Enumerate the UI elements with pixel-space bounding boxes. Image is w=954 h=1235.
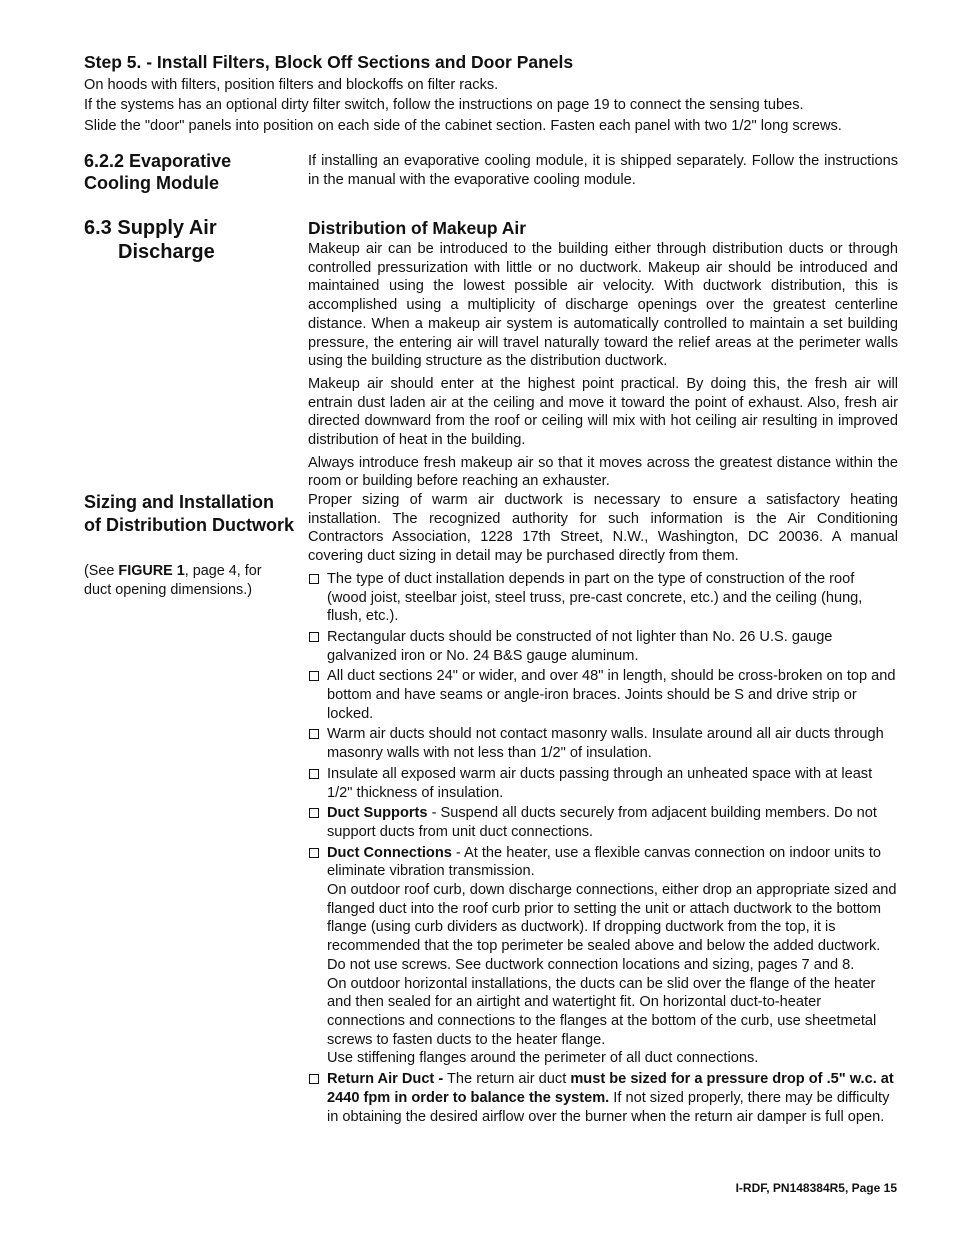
step5-section [84, 52, 904, 136]
page-footer: I-RDF, PN148384R5, Page 15 [735, 1181, 897, 1195]
step5-line-3: Slide the "door" panels into position on each side of the cabinet section. Fasten each panel with two 1/2" long screws. [84, 117, 842, 134]
list-item: Duct Connections - At the heater, use a flexible canvas connection on indoor units to eliminate vibration transmission. On outdoor roof curb, down discharge connections, either drop an appropriate sized and flanged duct into the roof curb prior to setting the unit or attach ductwork to the bottom flange (using curb dividers as ductwork). If dropping ductwork from the top, it is recommended that the top perimeter be sealed above and below the added ductwork. Do not use screws. See ductwork connection locations and sizing, pages 7 and 8. On outdoor horizontal installations, the ducts can be slid over the flange of the heater and then sealed for an airtight and watertight fit. On horizontal duct-to-heater connections and connections to the flanges at the bottom of the curb, use sheetmetal screws to fasten ducts to the heater flange. Use stiffening flanges around the perimeter of all duct connections. [308, 844, 898, 1068]
heading-63-line1: 6.3 Supply Air [84, 217, 217, 239]
sizing-intro: Proper sizing of warm air ductwork is necessary to ensure a satisfactory heating installation. The recognized authority for such information is the Air Conditioning Contractors Association, 1228 17th Street, N.W., Washington, DC 20036. A manual covering duct sizing in detail may be purchased directly from them. [308, 492, 898, 565]
checkbox-icon [309, 671, 319, 681]
note-suffix: , page 4, for duct opening dimensions.) [84, 563, 262, 598]
heading-63 [84, 216, 284, 264]
checkbox-icon [309, 574, 319, 584]
checkbox-icon [309, 632, 319, 642]
step5-title: Step 5. - Install Filters, Block Off Sections and Door Panels [84, 52, 574, 72]
list-item: Insulate all exposed warm air ducts passing through an unheated space with at least 1/2" thickness of insulation. [308, 765, 898, 802]
step5-line-1: On hoods with filters, position filters and blockoffs on filter racks. [84, 77, 499, 93]
distribution-section [308, 218, 898, 495]
evaporative-text: If installing an evaporative cooling module, it is shipped separately. Follow the instructions in the manual with the evaporative cooling module. [308, 153, 898, 188]
checkbox-icon [309, 769, 319, 779]
checklist [308, 570, 898, 1126]
list-item: Rectangular ducts should be constructed of not lighter than No. 26 U.S. gauge galvanized iron or No. 24 B&S gauge aluminum. [308, 628, 898, 665]
distribution-paragraph: Always introduce fresh makeup air so that it moves across the greatest distance within the room or building before reaching an exhauster. [308, 454, 898, 490]
note-prefix: (See [84, 563, 119, 579]
list-item: Warm air ducts should not contact masonry walls. Insulate around all air ducts through masonry walls with not less than 1/2" of insulation. [308, 725, 898, 762]
list-item: Duct Supports - Suspend all ducts securely from adjacent building members. Do not support ducts from unit duct connections. [308, 804, 898, 841]
checkbox-icon [309, 729, 319, 739]
heading-622: 6.2.2 Evaporative Cooling Module [84, 151, 232, 193]
figure-note [84, 562, 289, 599]
checkbox-icon [309, 1074, 319, 1084]
sizing-section [308, 491, 898, 1128]
checkbox-icon [309, 848, 319, 858]
figure-reference: FIGURE 1 [118, 563, 185, 579]
checkbox-icon [309, 808, 319, 818]
heading-63-line2: Discharge [118, 241, 215, 263]
list-item: All duct sections 24" or wider, and over 48" in length, should be cross-broken on top and bottom and have seams or angle-iron braces. Joints should be S and drive strip or locked. [308, 667, 898, 723]
list-item: Return Air Duct - The return air duct must be sized for a pressure drop of .5" w.c. at 2440 fpm in order to balance the system. If not sized properly, there may be difficulty in obtaining the desired airflow over the burner when the return air damper is full open. [308, 1070, 898, 1126]
distribution-paragraph: Makeup air should enter at the highest point practical. By doing this, the fresh air will entrain dust laden air at the ceiling and move it toward the point of exhaust. Also, fresh air directed downward from the roof or ceiling will mix with hot ceiling air resulting in improved distribution of heat in the building. [308, 375, 898, 449]
distribution-paragraph: Makeup air can be introduced to the building either through distribution ducts or through controlled pressurization with little or no ductwork. Makeup air should be introduced and maintained using the lowest possible air velocity. With ductwork distribution, this is accomplished using a multiplicity of discharge openings over the greatest centerline distance. When a makeup air system is automatically controlled to maintain a set building pressure, the entering air will travel naturally toward the relief areas at the perimeter walls using the building structure as the distribution ductwork. [308, 241, 898, 370]
distribution-heading: Distribution of Makeup Air [308, 218, 527, 238]
sizing-heading: Sizing and Installation of Distribution Ductwork [84, 492, 294, 535]
step5-line-2: If the systems has an optional dirty filter switch, follow the instructions on page 19 to connect the sensing tubes. [84, 97, 804, 114]
list-item: The type of duct installation depends in part on the type of construction of the roof (wood joist, steelbar joist, steel truss, pre-cast concrete, etc.) and the ceiling (hung, flush, etc.). [308, 570, 898, 626]
